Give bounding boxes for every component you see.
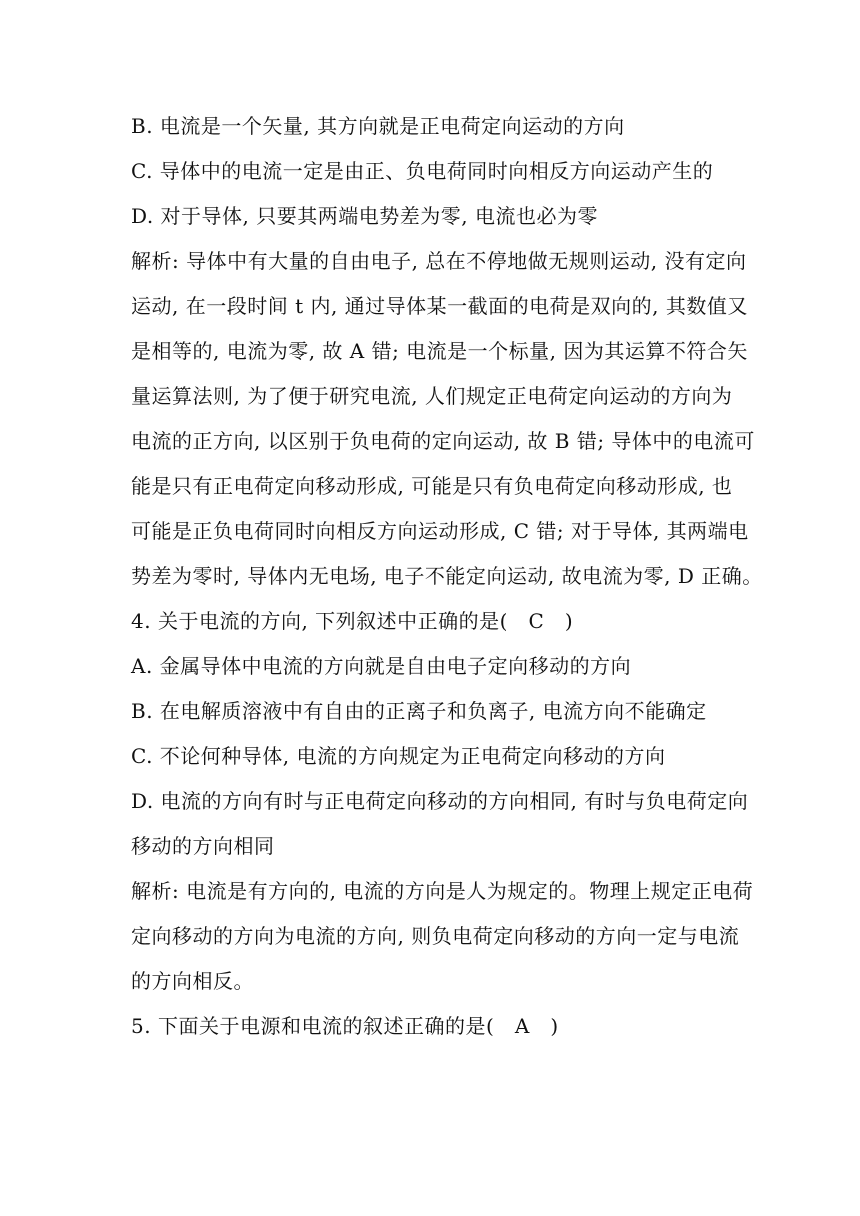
explanation-3-line-5: 电流的正方向, 以区别于负电荷的定向运动, 故 B 错; 导体中的电流可 bbox=[131, 429, 755, 453]
explanation-4-line-1: 解析: 电流是有方向的, 电流的方向是人为规定的。物理上规定正电荷 bbox=[131, 879, 754, 903]
explanation-3-line-2: 运动, 在一段时间 t 内, 通过导体某一截面的电荷是双向的, 其数值又 bbox=[131, 294, 748, 318]
option-3d: D. 对于导体, 只要其两端电势差为零, 电流也必为零 bbox=[131, 204, 598, 228]
option-3b: B. 电流是一个矢量, 其方向就是正电荷定向运动的方向 bbox=[131, 114, 625, 138]
explanation-3-line-7: 可能是正负电荷同时向相反方向运动形成, C 错; 对于导体, 其两端电 bbox=[131, 519, 749, 543]
option-4d-line-1: D. 电流的方向有时与正电荷定向移动的方向相同, 有时与负电荷定向 bbox=[131, 789, 749, 813]
option-4c: C. 不论何种导体, 电流的方向规定为正电荷定向移动的方向 bbox=[131, 744, 666, 768]
option-4b: B. 在电解质溶液中有自由的正离子和负离子, 电流方向不能确定 bbox=[131, 699, 707, 723]
explanation-4-line-2: 定向移动的方向为电流的方向, 则负电荷定向移动的方向一定与电流 bbox=[131, 924, 740, 948]
option-4a: A. 金属导体中电流的方向就是自由电子定向移动的方向 bbox=[131, 654, 632, 678]
explanation-3-line-4: 量运算法则, 为了便于研究电流, 人们规定正电荷定向运动的方向为 bbox=[131, 384, 733, 408]
explanation-3-line-3: 是相等的, 电流为零, 故 A 错; 电流是一个标量, 因为其运算不符合矢 bbox=[131, 339, 748, 363]
explanation-3-line-6: 能是只有正电荷定向移动形成, 可能是只有负电荷定向移动形成, 也 bbox=[131, 474, 733, 498]
option-3c: C. 导体中的电流一定是由正、负电荷同时向相反方向运动产生的 bbox=[131, 159, 714, 183]
explanation-3-line-8: 势差为零时, 导体内无电场, 电子不能定向运动, 故电流为零, D 正确。 bbox=[131, 564, 763, 588]
explanation-4-line-3: 的方向相反。 bbox=[131, 969, 254, 993]
explanation-3-line-1: 解析: 导体中有大量的自由电子, 总在不停地做无规则运动, 没有定向 bbox=[131, 249, 747, 273]
option-4d-line-2: 移动的方向相同 bbox=[131, 834, 275, 858]
question-5-stem: 5. 下面关于电源和电流的叙述正确的是( A ) bbox=[131, 1014, 559, 1038]
question-4-stem: 4. 关于电流的方向, 下列叙述中正确的是( C ) bbox=[131, 609, 574, 633]
